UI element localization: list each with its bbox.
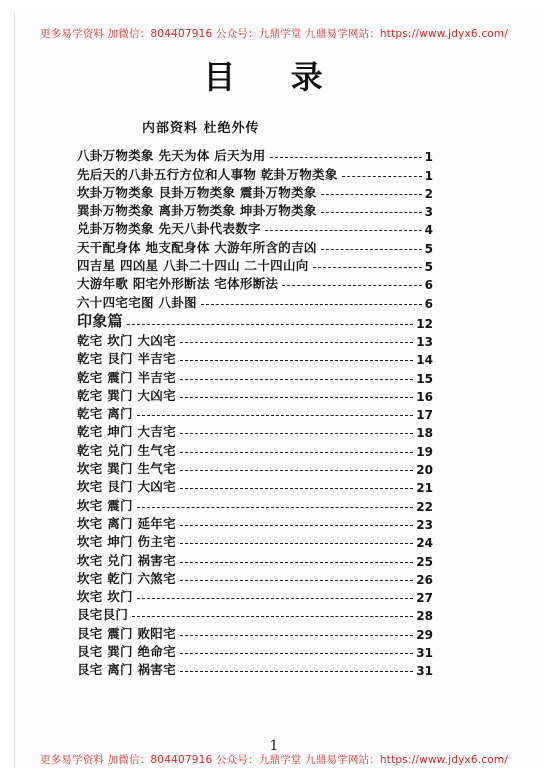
toc-entry[interactable] bbox=[77, 201, 437, 219]
toc-dash-leader bbox=[321, 212, 422, 213]
toc-dash-leader bbox=[313, 267, 422, 268]
toc-dash-leader bbox=[180, 488, 413, 489]
page-number: 1 bbox=[269, 738, 279, 754]
toc-entry-label: 乾宅 坎门 大凶宅 bbox=[77, 332, 176, 348]
toc-entry-label: 艮宅 离门 祸害宅 bbox=[77, 662, 176, 678]
toc-entry[interactable] bbox=[77, 349, 437, 367]
toc-entry[interactable] bbox=[77, 532, 437, 550]
toc-entry-label: 坎宅 艮门 大凶宅 bbox=[77, 479, 176, 495]
toc-entry[interactable] bbox=[77, 367, 437, 385]
toc-entry-label: 乾宅 兑门 生气宅 bbox=[77, 442, 176, 458]
toc-page-number: 5 bbox=[424, 241, 433, 256]
toc-page-number: 25 bbox=[416, 554, 433, 569]
toc-page-number: 1 bbox=[424, 150, 433, 165]
toc-entry-label: 坎宅 离门 延年宅 bbox=[77, 515, 176, 531]
toc-dash-leader bbox=[180, 635, 413, 636]
toc-page-number: 19 bbox=[416, 444, 433, 459]
toc-entry-label: 乾宅 艮门 半吉宅 bbox=[77, 351, 176, 367]
page-title: 目 录 bbox=[203, 58, 345, 96]
toc-entry-label: 乾宅 坤门 大吉宅 bbox=[77, 424, 176, 440]
toc-dash-leader bbox=[180, 397, 413, 398]
toc-page-number: 13 bbox=[416, 334, 433, 349]
toc-page-number: 5 bbox=[424, 260, 433, 275]
toc-entry-label: 乾宅 震门 半吉宅 bbox=[77, 369, 176, 385]
toc-entry[interactable] bbox=[77, 404, 437, 422]
toc-entry-label: 坎宅 乾门 六煞宅 bbox=[77, 570, 176, 586]
toc-page-number: 17 bbox=[416, 408, 433, 423]
toc-page-number: 15 bbox=[416, 371, 433, 386]
toc-dash-leader bbox=[180, 360, 413, 361]
toc-entry-label: 巽卦万物类象 离卦万物类象 坤卦万物类象 bbox=[77, 203, 317, 219]
toc-entry-label: 印象篇 bbox=[77, 311, 123, 330]
toc-entry-label: 艮宅 巽门 绝命宅 bbox=[77, 644, 176, 660]
toc-page-number: 4 bbox=[424, 223, 433, 238]
toc-page-number: 20 bbox=[416, 463, 433, 478]
toc-entry[interactable] bbox=[77, 146, 437, 164]
toc-entry-label: 六十四宅宅图 八卦图 bbox=[77, 294, 197, 310]
toc-entry[interactable] bbox=[77, 605, 437, 623]
toc-page-number: 18 bbox=[416, 426, 433, 441]
toc-entry-label: 四吉星 四凶星 八卦二十四山 二十四山向 bbox=[77, 258, 309, 274]
toc-dash-leader bbox=[137, 507, 413, 508]
toc-page-number: 29 bbox=[416, 627, 433, 642]
toc-page-number: 24 bbox=[416, 536, 433, 551]
subtitle: 内部资料 杜绝外传 bbox=[142, 121, 260, 136]
toc-page-number: 12 bbox=[416, 316, 433, 331]
toc-dash-leader bbox=[180, 525, 413, 526]
toc-entry[interactable] bbox=[77, 183, 437, 201]
toc-page-number: 31 bbox=[416, 664, 433, 679]
toc-entry[interactable] bbox=[77, 292, 437, 310]
toc-entry-label: 坎宅 巽门 生气宅 bbox=[77, 461, 176, 477]
toc-entry-label: 坎宅 坎门 bbox=[77, 589, 133, 605]
toc-dash-leader bbox=[265, 230, 422, 231]
toc-page-number: 14 bbox=[416, 353, 433, 368]
toc-entry[interactable] bbox=[77, 274, 437, 292]
toc-entry-label: 先后天的八卦五行方位和人事物 乾卦万物类象 bbox=[77, 166, 338, 182]
toc-entry-label: 乾宅 离门 bbox=[77, 406, 133, 422]
toc-dash-leader bbox=[270, 157, 422, 158]
toc-dash-leader bbox=[201, 304, 422, 305]
header-banner: 更多易学资料 加微信：804407916 公众号：九鼎学堂 九鼎易学网站：https://www.jdyx6.com/ bbox=[39, 28, 509, 40]
toc-dash-leader bbox=[180, 580, 413, 581]
table-of-contents bbox=[77, 146, 437, 678]
toc-page-number: 6 bbox=[424, 296, 433, 311]
toc-section-heading[interactable] bbox=[77, 311, 437, 331]
toc-entry[interactable] bbox=[77, 623, 437, 641]
toc-entry[interactable] bbox=[77, 514, 437, 532]
toc-dash-leader bbox=[137, 598, 413, 599]
toc-dash-leader bbox=[127, 324, 413, 325]
toc-entry[interactable] bbox=[77, 587, 437, 605]
toc-entry-label: 兑卦万物类象 先天八卦代表数字 bbox=[77, 221, 261, 237]
toc-entry[interactable] bbox=[77, 550, 437, 568]
toc-entry[interactable] bbox=[77, 164, 437, 182]
toc-entry[interactable] bbox=[77, 219, 437, 237]
toc-dash-leader bbox=[180, 562, 413, 563]
toc-dash-leader bbox=[180, 433, 413, 434]
toc-page-number: 28 bbox=[416, 609, 433, 624]
toc-entry-label: 坎宅 震门 bbox=[77, 497, 133, 513]
footer-banner: 更多易学资料 加微信：804407916 公众号：九鼎学堂 九鼎易学网站：https://www.jdyx6.com/ bbox=[39, 754, 509, 766]
toc-page-number: 3 bbox=[424, 205, 433, 220]
toc-dash-leader bbox=[137, 415, 413, 416]
toc-dash-leader bbox=[321, 249, 422, 250]
toc-entry-label: 坎宅 坤门 伤主宅 bbox=[77, 534, 176, 550]
toc-entry-label: 坎卦万物类象 艮卦万物类象 震卦万物类象 bbox=[77, 184, 317, 200]
toc-dash-leader bbox=[321, 194, 422, 195]
toc-entry[interactable] bbox=[77, 495, 437, 513]
toc-entry[interactable] bbox=[77, 477, 437, 495]
toc-entry-label: 艮宅艮门 bbox=[77, 607, 129, 623]
toc-page-number: 2 bbox=[424, 186, 433, 201]
toc-dash-leader bbox=[282, 285, 421, 286]
toc-entry-label: 乾宅 巽门 大凶宅 bbox=[77, 387, 176, 403]
toc-page-number: 16 bbox=[416, 389, 433, 404]
toc-dash-leader bbox=[180, 543, 413, 544]
toc-dash-leader bbox=[342, 176, 422, 177]
toc-entry[interactable] bbox=[77, 386, 437, 404]
toc-entry[interactable] bbox=[77, 660, 437, 678]
toc-entry[interactable] bbox=[77, 569, 437, 587]
toc-entry[interactable] bbox=[77, 256, 437, 274]
toc-entry[interactable] bbox=[77, 237, 437, 255]
toc-dash-leader bbox=[180, 671, 413, 672]
toc-page-number: 1 bbox=[424, 168, 433, 183]
toc-entry[interactable] bbox=[77, 331, 437, 349]
toc-dash-leader bbox=[180, 470, 413, 471]
toc-page-number: 26 bbox=[416, 572, 433, 587]
toc-page-number: 23 bbox=[416, 517, 433, 532]
toc-entry[interactable] bbox=[77, 459, 437, 477]
toc-entry-label: 艮宅 震门 败阳宅 bbox=[77, 625, 176, 641]
toc-page-number: 6 bbox=[424, 278, 433, 293]
toc-entry-label: 天干配身体 地支配身体 大游年所含的吉凶 bbox=[77, 239, 317, 255]
toc-dash-leader bbox=[180, 342, 413, 343]
toc-entry-label: 八卦万物类象 先天为体 后天为用 bbox=[77, 148, 266, 164]
toc-entry[interactable] bbox=[77, 422, 437, 440]
toc-entry-label: 坎宅 兑门 祸害宅 bbox=[77, 552, 176, 568]
toc-dash-leader bbox=[180, 379, 413, 380]
toc-page-number: 21 bbox=[416, 481, 433, 496]
toc-dash-leader bbox=[180, 653, 413, 654]
toc-entry-label: 大游年歌 阳宅外形断法 宅体形断法 bbox=[77, 276, 279, 292]
toc-dash-leader bbox=[132, 616, 413, 617]
toc-page-number: 31 bbox=[416, 646, 433, 661]
toc-dash-leader bbox=[180, 452, 413, 453]
toc-page-number: 22 bbox=[416, 499, 433, 514]
toc-page-number: 27 bbox=[416, 591, 433, 606]
toc-entry[interactable] bbox=[77, 440, 437, 458]
toc-entry[interactable] bbox=[77, 642, 437, 660]
